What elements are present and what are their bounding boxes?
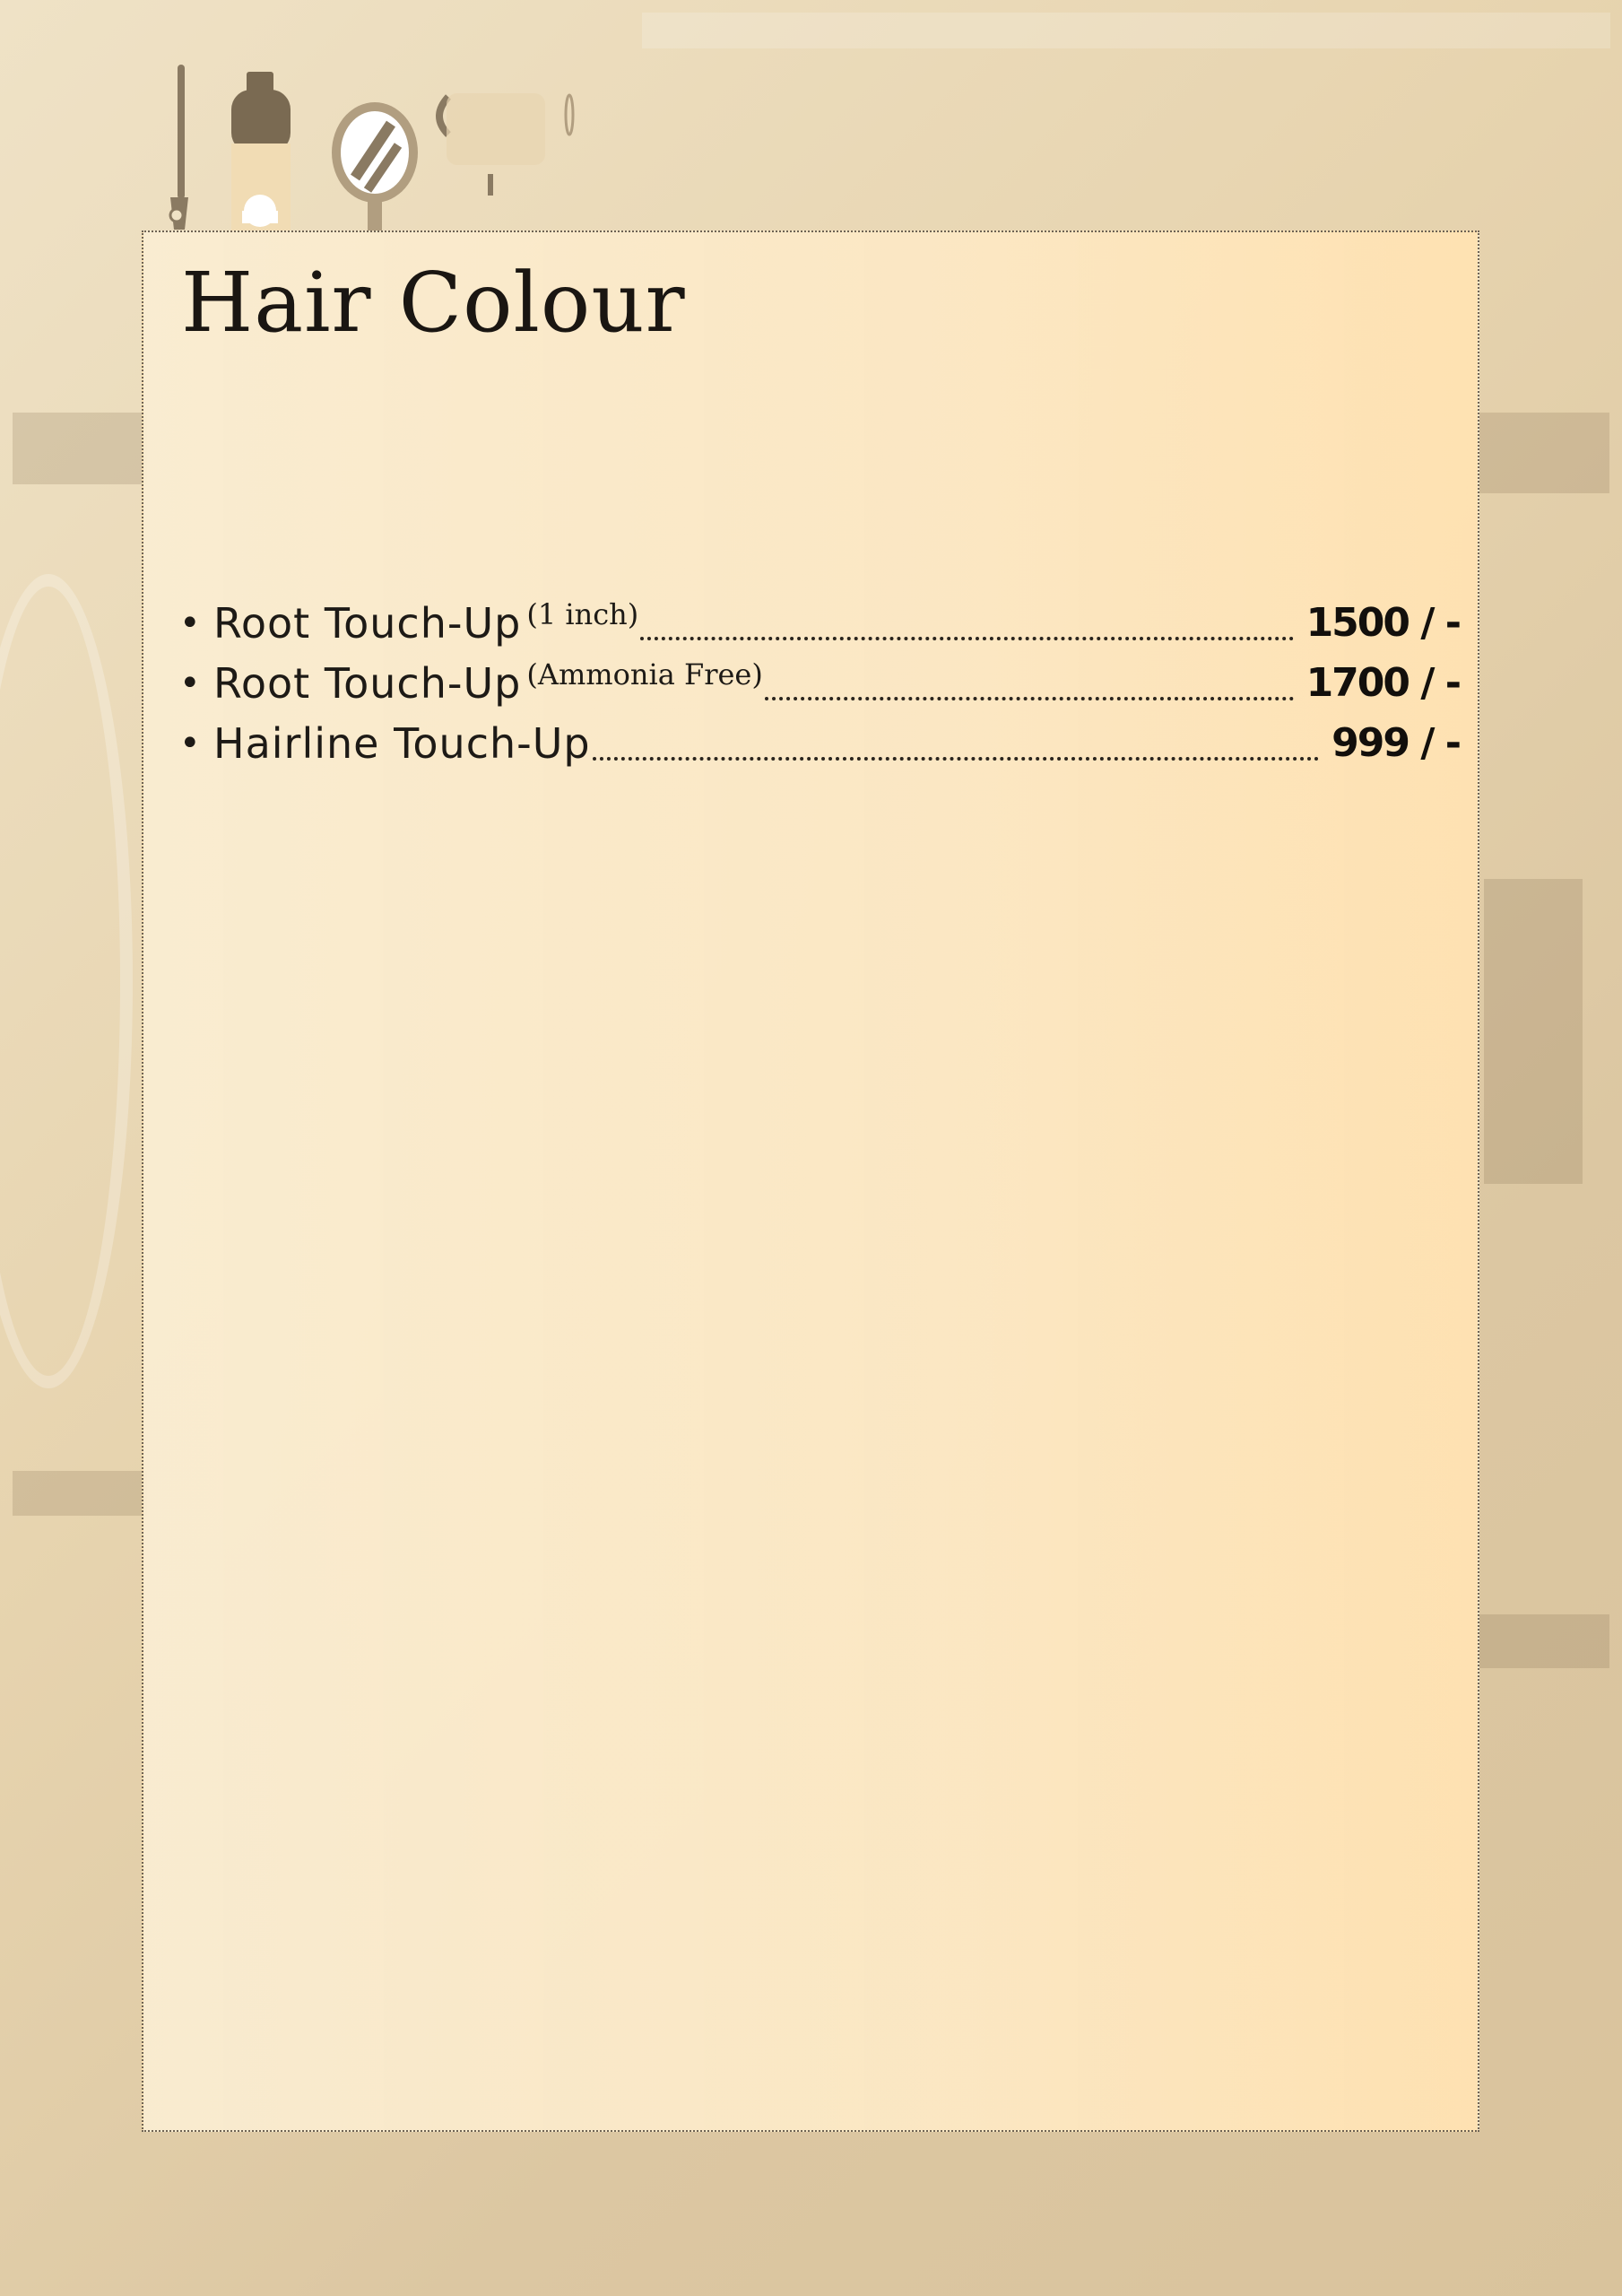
service-label: Root Touch-Up	[213, 659, 522, 708]
background-panel	[642, 13, 1610, 48]
scissors-icon	[170, 65, 188, 230]
lotion-bottle-icon	[231, 72, 291, 233]
background-shelf	[1479, 413, 1609, 493]
salon-tools-illustration	[143, 63, 610, 233]
service-price: 1700 / -	[1305, 660, 1460, 706]
background-counter	[13, 1471, 147, 1516]
dot-leader	[640, 637, 1293, 640]
dot-leader	[593, 757, 1320, 761]
dot-leader	[765, 697, 1294, 700]
service-label: Hairline Touch-Up	[213, 719, 591, 768]
background-shelf	[13, 413, 147, 484]
page-title: Hair Colour	[181, 255, 686, 351]
service-label: Root Touch-Up	[213, 599, 522, 648]
background-mirror	[0, 574, 133, 1388]
background-cabinet	[1484, 879, 1583, 1184]
background-counter	[1479, 1614, 1609, 1668]
price-line	[179, 656, 1460, 711]
hand-mirror-icon	[332, 102, 418, 233]
service-price: 1500 / -	[1305, 600, 1460, 646]
menu-card	[142, 230, 1479, 2132]
price-line	[179, 716, 1460, 771]
bullet: •	[179, 663, 201, 704]
bullet: •	[179, 723, 201, 764]
price-line	[179, 596, 1460, 651]
service-price: 999 / -	[1331, 720, 1460, 766]
service-note: (1 inch)	[526, 597, 639, 631]
hair-dryer-icon	[439, 93, 573, 196]
bullet: •	[179, 603, 201, 644]
service-note: (Ammonia Free)	[526, 657, 763, 691]
